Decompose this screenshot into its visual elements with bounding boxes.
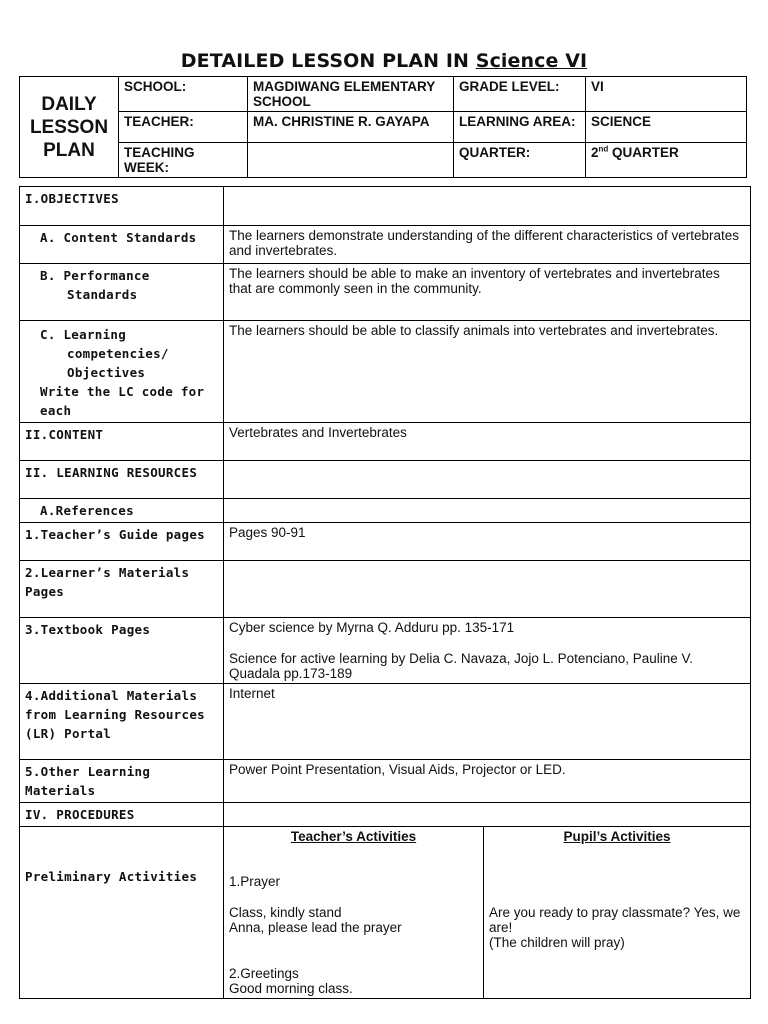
teacher-good-morning: Good morning class.	[229, 981, 353, 996]
quarter-suffix: nd	[598, 144, 609, 154]
learners-materials-label: 2.Learner’s Materials Pages	[20, 561, 224, 618]
teaching-week-label: TEACHING WEEK:	[119, 143, 248, 178]
learning-competencies-value: The learners should be able to classify animals into vertebrates and invertebrates.	[224, 321, 751, 423]
learning-area-label: LEARNING AREA:	[454, 112, 586, 143]
lc-line-4: Write the LC code for each	[40, 384, 205, 418]
learning-competencies-label	[20, 321, 224, 423]
teacher-label: TEACHER:	[119, 112, 248, 143]
grade-level-value: VI	[586, 77, 747, 112]
title-prefix: DETAILED LESSON PLAN IN	[180, 50, 470, 72]
content-standards-label: A. Content Standards	[20, 226, 224, 264]
teacher-stand: Class, kindly stand	[229, 905, 342, 920]
quarter-word: QUARTER	[608, 145, 679, 160]
pupil-activities-cell	[484, 827, 751, 999]
textbook-2: Science for active learning by Delia C. Navaza, Jojo L. Potenciano, Pauline V. Quadala pp.173-189	[229, 651, 694, 681]
textbook-1: Cyber science by Myrna Q. Adduru pp. 135-171	[229, 620, 515, 635]
quarter-number: 2	[591, 145, 599, 160]
additional-materials-label: 4.Additional Materials from Learning Resources (LR) Portal	[20, 684, 224, 760]
daily-lesson-plan-label: DAILY LESSON PLAN	[20, 77, 119, 178]
other-materials-label: 5.Other Learning Materials	[20, 760, 224, 803]
procedures-label: IV. PROCEDURES	[20, 803, 224, 827]
perf-line-2: Standards	[67, 287, 138, 302]
perf-line-1: B. Performance	[40, 268, 150, 283]
teacher-prayer: 1.Prayer	[229, 874, 281, 889]
teaching-week-value	[248, 143, 454, 178]
lc-line-3: Objectives	[67, 365, 146, 380]
content-label: II.CONTENT	[20, 423, 224, 461]
pupil-pray: (The children will pray)	[489, 935, 625, 950]
school-label: SCHOOL:	[119, 77, 248, 112]
lc-line-2: competencies/	[67, 346, 169, 361]
performance-standards-label	[20, 264, 224, 321]
preliminary-activities-label: Preliminary Activities	[20, 827, 224, 999]
teachers-guide-label: 1.Teacher’s Guide pages	[20, 523, 224, 561]
document-title	[0, 50, 768, 72]
teacher-activities-cell	[224, 827, 484, 999]
teacher-greetings: 2.Greetings	[229, 966, 299, 981]
plan-table	[19, 186, 751, 999]
pupil-ready: Are you ready to pray classmate? Yes, we are!	[489, 905, 741, 935]
teachers-guide-value: Pages 90-91	[224, 523, 751, 561]
quarter-label: QUARTER:	[454, 143, 586, 178]
textbook-pages-value	[224, 618, 751, 684]
school-value: MAGDIWANG ELEMENTARY SCHOOL	[248, 77, 454, 112]
learning-resources-label: II. LEARNING RESOURCES	[20, 461, 224, 499]
lc-line-1: C. Learning	[40, 327, 127, 342]
learners-materials-value	[224, 561, 751, 618]
title-subject: Science VI	[475, 50, 588, 72]
content-standards-value: The learners demonstrate understanding of the different characteristics of vertebrates and invertebrates.	[224, 226, 751, 264]
learning-area-value: SCIENCE	[586, 112, 747, 143]
teacher-lead: Anna, please lead the prayer	[229, 920, 402, 935]
references-label: A.References	[20, 499, 224, 523]
teacher-value: MA. CHRISTINE R. GAYAPA	[248, 112, 454, 143]
header-table	[19, 76, 747, 178]
quarter-value	[586, 143, 747, 178]
textbook-pages-label: 3.Textbook Pages	[20, 618, 224, 684]
performance-standards-value: The learners should be able to make an inventory of vertebrates and invertebrates that are commonly seen in the community.	[224, 264, 751, 321]
additional-materials-value: Internet	[224, 684, 751, 760]
teacher-activities-heading: Teacher’s Activities	[290, 829, 417, 844]
content-value: Vertebrates and Invertebrates	[224, 423, 751, 461]
objectives-label: I.OBJECTIVES	[20, 187, 224, 226]
grade-level-label: GRADE LEVEL:	[454, 77, 586, 112]
pupil-activities-heading: Pupil’s Activities	[563, 829, 671, 844]
other-materials-value: Power Point Presentation, Visual Aids, Projector or LED.	[224, 760, 751, 803]
